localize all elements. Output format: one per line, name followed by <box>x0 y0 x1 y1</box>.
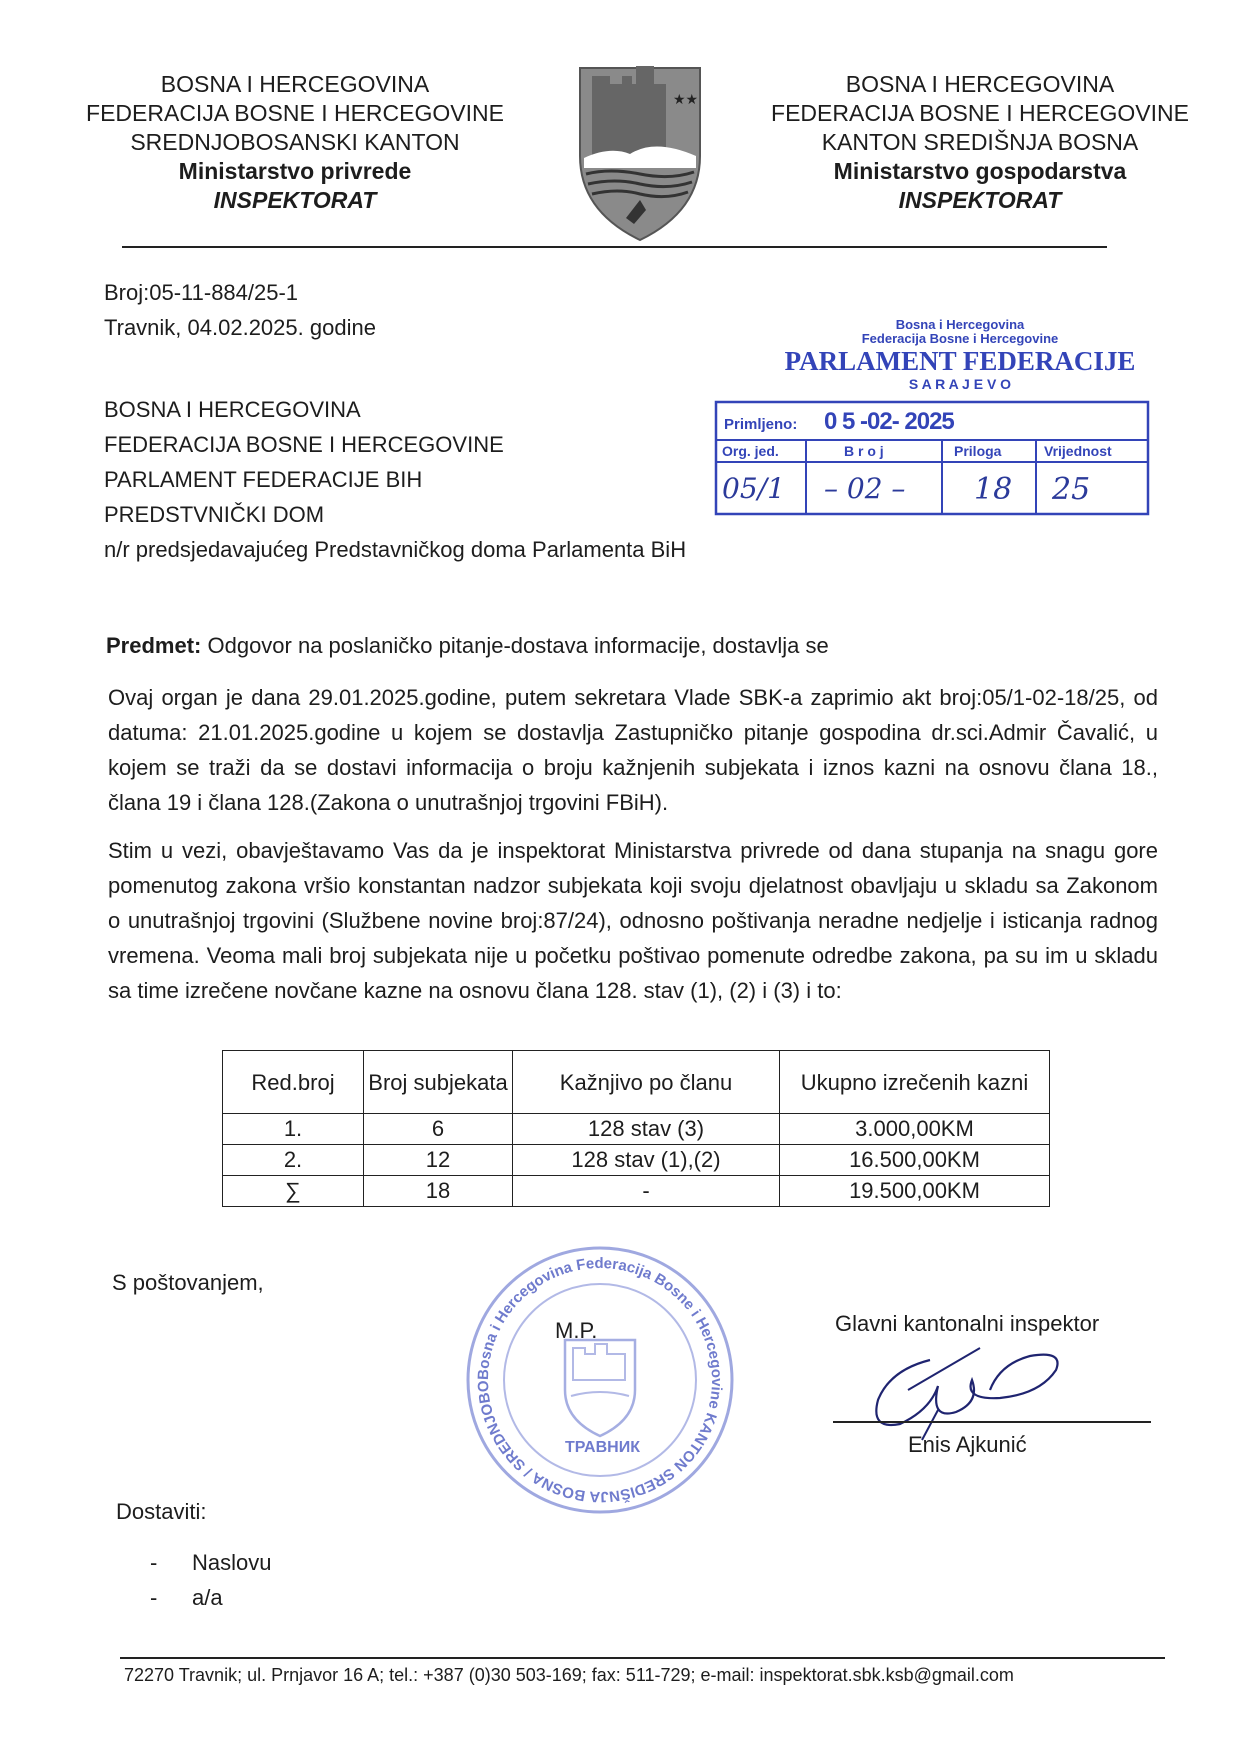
footer-divider <box>120 1657 1165 1659</box>
document-reference <box>104 275 376 345</box>
footer-contact: 72270 Travnik; ul. Prnjavor 16 A; tel.: +387 (0)30 503-169; fax: 511-729; e-mail: inspektorat.sbk.ksb@gmail.com <box>124 1665 1014 1685</box>
list-item: - a/a <box>150 1585 223 1610</box>
stamp-federation: Federacija Bosne i Hercegovine <box>861 331 1059 346</box>
header-right-country: BOSNA I HERCEGOVINA <box>845 71 1115 97</box>
delivery-label: Dostaviti: <box>116 1499 207 1524</box>
table-cell: 1. <box>223 1114 364 1145</box>
header-left-country: BOSNA I HERCEGOVINA <box>160 71 430 97</box>
header-right-canton: KANTON SREDIŠNJA BOSNA <box>821 129 1139 155</box>
table-cell: 6 <box>364 1114 513 1145</box>
recipient-country: BOSNA I HERCEGOVINA <box>104 397 361 422</box>
table-cell: 12 <box>364 1145 513 1176</box>
official-seal <box>455 1240 745 1520</box>
delivery-item-label: a/a <box>192 1585 223 1610</box>
delivery-item-label: Naslovu <box>192 1550 272 1575</box>
stamp-val-org: 05/1 <box>722 472 785 505</box>
recipient-federation: FEDERACIJA BOSNE I HERCEGOVINE <box>104 432 504 457</box>
subject-label: Predmet: <box>106 633 202 658</box>
receipt-stamp-heading <box>760 318 1160 392</box>
stamp-received-date: 0 5 -02- 2025 <box>824 408 954 435</box>
table-cell: 2. <box>223 1145 364 1176</box>
header-right-inspectorate: INSPEKTORAT <box>898 187 1062 213</box>
closing-greeting: S poštovanjem, <box>112 1270 264 1295</box>
stamp-title: PARLAMENT FEDERACIJE <box>784 346 1136 376</box>
stamp-val-priloga: 18 <box>974 472 1013 507</box>
subject-line <box>106 628 1156 663</box>
signature-line <box>833 1421 1151 1423</box>
recipient-house: PREDSTVNIČKI DOM <box>104 502 325 527</box>
table-cell: ∑ <box>223 1176 364 1207</box>
stamp-country: Bosna i Hercegovina <box>895 317 1025 332</box>
list-item: - Naslovu <box>150 1550 272 1575</box>
stamp-col-org: Org. jed. <box>722 443 779 459</box>
body-paragraph-1: Ovaj organ je dana 29.01.2025.godine, putem sekretara Vlade SBK-a zaprimio akt broj:05/1-02-18/25, od datuma: 21.01.2025.godine u kojem se dostavlja Zastupničko pitanje gospodina dr.sci.Admir Čavalić, u kojem se traži da se dostavi informacija o broju kažnjenih subjekata i iznos kazni na osnovu člana 18., člana 19 i člana 128.(Zakona o unutrašnjoj trgovini FBiH). <box>108 685 1158 815</box>
table-header-cell: Red.broj <box>223 1051 364 1114</box>
stamp-col-vrijednost: Vrijednost <box>1044 443 1112 459</box>
subject-text: Odgovor na poslaničko pitanje-dostava informacije, dostavlja se <box>207 633 829 658</box>
seal-city: ТРАВНИК <box>565 1439 640 1456</box>
header-left-federation: FEDERACIJA BOSNE I HERCEGOVINE <box>86 100 504 126</box>
table-header-row <box>223 1051 1050 1114</box>
body-paragraph-2: Stim u vezi, obavještavamo Vas da je inspektorat Ministarstva privrede od dana stupanja na snagu gore pomenutog zakona vršio konstantan nadzor subjekata koji svoju djelatnost obavljaju u skladu sa Zakonom o unutrašnjoj trgovini (Službene novine broj:87/24), odnosno poštivanja neradne nedjelje i isticanja radnog vremena. Veoma mali broj subjekata nije u početku poštivao pomenute odredbe zakona, pa su im u skladu sa time izrečene novčane kazne na osnovu člana 128. stav (1), (2) i (3) i to: <box>108 838 1158 1003</box>
fines-table <box>222 1050 1050 1207</box>
header-right-ministry: Ministarstvo gospodarstva <box>833 158 1127 184</box>
table-row <box>223 1114 1050 1145</box>
table-cell: 128 stav (3) <box>513 1114 780 1145</box>
table-cell: 18 <box>364 1176 513 1207</box>
delivery-list <box>150 1545 271 1615</box>
document-place-date: Travnik, 04.02.2025. godine <box>104 315 376 340</box>
table-cell: - <box>513 1176 780 1207</box>
stamp-city: S A R A J E V O <box>908 376 1012 392</box>
stamp-col-broj: B r o j <box>844 443 884 459</box>
header-left-inspectorate: INSPEKTORAT <box>213 187 377 213</box>
header-right <box>745 70 1215 215</box>
header-right-federation: FEDERACIJA BOSNE I HERCEGOVINE <box>771 100 1189 126</box>
svg-text:★★: ★★ <box>673 92 699 108</box>
header-divider <box>122 246 1107 248</box>
stamp-received-label: Primljeno: <box>724 416 798 433</box>
document-number: Broj:05-11-884/25-1 <box>104 280 299 305</box>
stamp-val-broj: – 02 – <box>824 472 906 505</box>
table-cell: 3.000,00KM <box>780 1114 1050 1145</box>
table-cell: 19.500,00KM <box>780 1176 1050 1207</box>
header-left-ministry: Ministarstvo privrede <box>178 158 412 184</box>
seal-mp-label: M.P. <box>555 1318 598 1343</box>
stamp-val-vrijednost: 25 <box>1052 472 1091 507</box>
table-header-cell: Broj subjekata <box>364 1051 513 1114</box>
signatory-name: Enis Ajkunić <box>908 1432 1027 1457</box>
canton-coat-of-arms <box>570 46 710 246</box>
recipient-attention: n/r predsjedavajućeg Predstavničkog doma Parlamenta BiH <box>104 537 687 562</box>
table-header-cell: Kažnjivo po članu <box>513 1051 780 1114</box>
table-row <box>223 1145 1050 1176</box>
table-cell: 128 stav (1),(2) <box>513 1145 780 1176</box>
seal-ring-text: Bosna i Hercegovina Federacija Bosne i Hercegovine KANTON SREDIŠNJA BOSNA / SREDNJOBO <box>474 1254 726 1506</box>
table-header-cell: Ukupno izrečenih kazni <box>780 1051 1050 1114</box>
recipient-parliament: PARLAMENT FEDERACIJE BIH <box>104 467 423 492</box>
header-left <box>60 70 530 215</box>
stamp-col-priloga: Priloga <box>954 443 1002 459</box>
table-row <box>223 1176 1050 1207</box>
table-cell: 16.500,00KM <box>780 1145 1050 1176</box>
header-left-canton: SREDNJOBOSANSKI KANTON <box>130 129 460 155</box>
receipt-stamp-box <box>714 398 1152 518</box>
signatory-title: Glavni kantonalni inspektor <box>835 1311 1100 1336</box>
